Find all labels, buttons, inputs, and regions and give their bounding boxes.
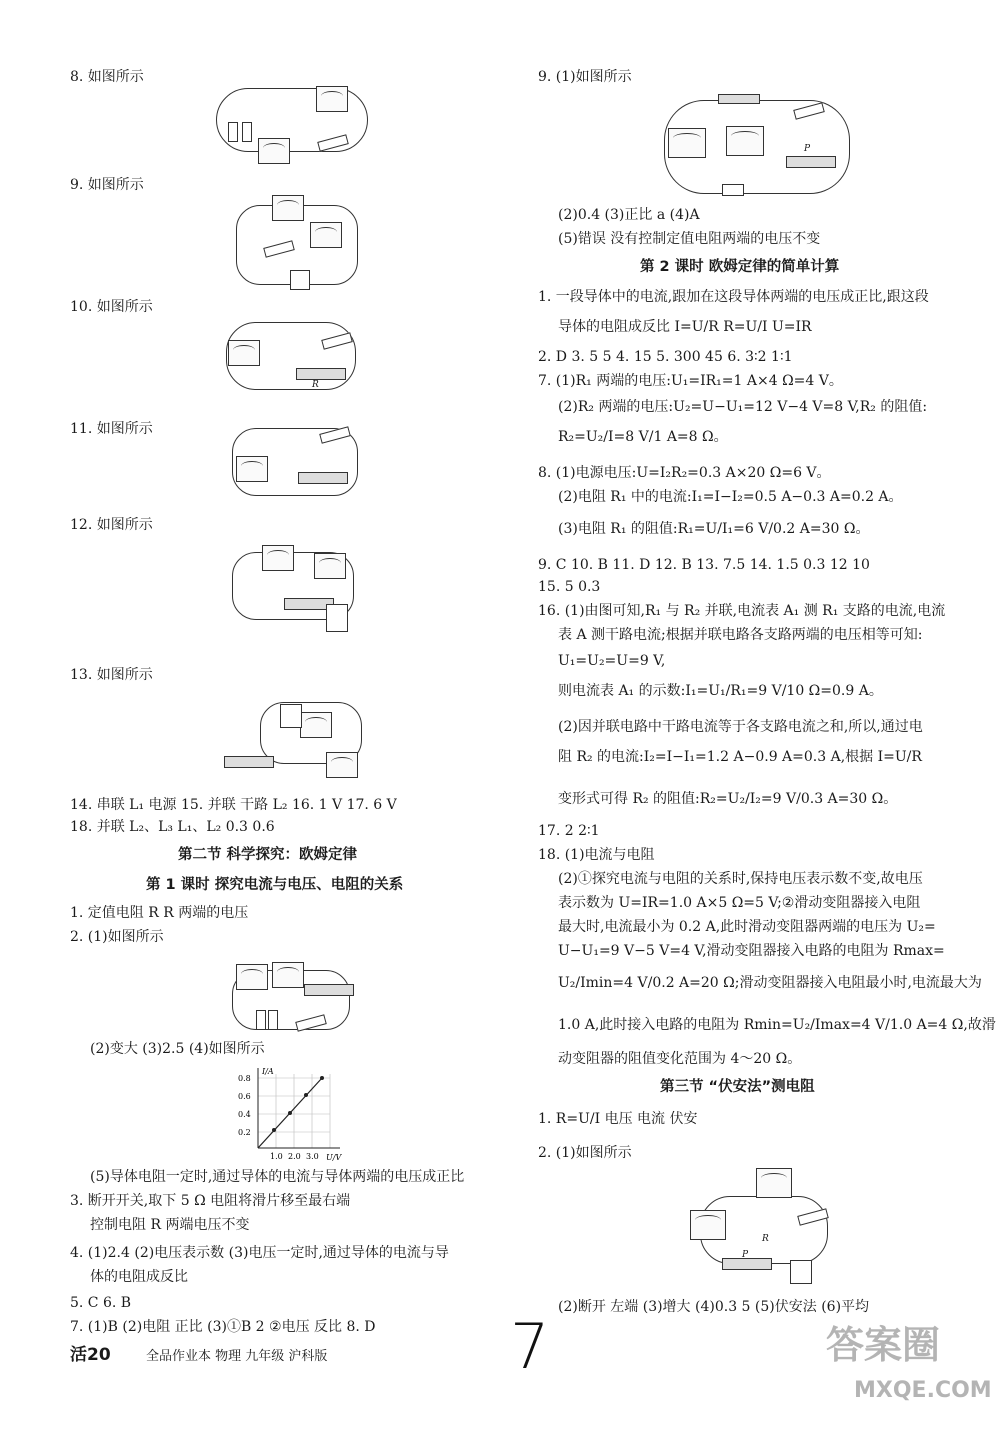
lesson-title: 第 2 课时 欧姆定律的简单计算: [640, 259, 840, 275]
q11-line: 11. 如图所示: [70, 421, 153, 437]
q10-line: 10. 如图所示: [70, 299, 153, 315]
lesson-title: 第 1 课时 探究电流与电压、电阻的关系: [146, 877, 404, 893]
q9-line: 9. 如图所示: [70, 177, 144, 193]
ammeter-icon: [272, 195, 304, 221]
watermark-logo: [826, 1322, 992, 1422]
rheostat-icon: [304, 984, 354, 996]
rheostat-icon: [298, 472, 348, 484]
answer-line: 1. R=U/I 电压 电流 伏安: [538, 1111, 698, 1127]
answer-line: 3. 断开开关,取下 5 Ω 电阻将滑片移至最右端: [70, 1193, 351, 1209]
q13-line: 13. 如图所示: [70, 667, 153, 683]
answer-line: (3)电阻 R₁ 的阻值:R₁=U/I₁=6 V/0.2 A=30 Ω。: [558, 521, 870, 537]
ammeter-icon: [236, 964, 268, 990]
battery-icon: [326, 604, 348, 632]
answer-line: 18. (1)电流与电阻: [538, 847, 655, 863]
iu-graph-svg: [236, 1066, 348, 1162]
answer-line: 7. (1)R₁ 两端的电压:U₁=IR₁=1 A×4 Ω=4 V。: [538, 373, 843, 389]
battery-icon: [722, 184, 744, 196]
voltmeter-icon: [262, 545, 294, 571]
battery-icon: [242, 122, 252, 142]
answer-line: 1. 一段导体中的电流,跟加在这段导体两端的电压成正比,跟这段: [538, 289, 929, 305]
answer-line: 8. (1)电源电压:U=I₂R₂=0.3 A×20 Ω=6 V。: [538, 465, 831, 481]
rheostat-icon: [786, 156, 836, 168]
iu-graph: [236, 1066, 348, 1162]
answer-18: 18. 并联 L₂、L₃ L₁、L₂ 0.3 0.6: [70, 819, 275, 835]
answer-line: 7. (1)B (2)电阻 正比 (3)①B 2 ②电压 反比 8. D: [70, 1319, 376, 1335]
watermark-url: MXQE.COM: [854, 1378, 992, 1403]
answer-line: 变形式可得 R₂ 的阻值:R₂=U₂/I₂=9 V/0.3 A=30 Ω。: [558, 791, 898, 807]
answer-line: 动变阻器的阻值变化范围为 4～20 Ω。: [558, 1051, 802, 1067]
answer-line: 9. (1)如图所示: [538, 69, 632, 85]
answer-line: (2)因并联电路中干路电流等于各支路电流之和,所以,通过电: [558, 719, 923, 735]
rheostat-icon: [296, 368, 346, 380]
graph-ytick: 0.8: [238, 1074, 251, 1083]
data-point: [288, 1111, 292, 1115]
section-title: 第二节 科学探究：欧姆定律: [178, 847, 358, 863]
answer-line: (2)R₂ 两端的电压:U₂=U−U₁=12 V−4 V=8 V,R₂ 的阻值:: [558, 399, 928, 415]
answer-line: (5)导体电阻一定时,通过导体的电流与导体两端的电压成正比: [90, 1169, 465, 1185]
answer-line: 最大时,电流最小为 0.2 A,此时滑动变阻器两端的电压为 U₂=: [558, 919, 936, 935]
voltmeter-icon: [316, 86, 348, 112]
answer-line: U−U₁=9 V−5 V=4 V,滑动变阻器接入电路的电阻为 Rmax=: [558, 943, 945, 959]
ammeter-icon: [300, 712, 332, 738]
voltmeter-icon: [314, 553, 346, 579]
answer-line: 2. D 3. 5 5 4. 15 5. 300 45 6. 3∶2 1∶1: [538, 349, 793, 365]
answers-14-17: 14. 串联 L₁ 电源 15. 并联 干路 L₂ 16. 1 V 17. 6 V: [70, 797, 397, 813]
answer-line: (2)断开 左端 (3)增大 (4)0.3 5 (5)伏安法 (6)平均: [558, 1299, 870, 1315]
graph-ytick: 0.6: [238, 1092, 251, 1101]
graph-ylabel: I/A: [262, 1067, 274, 1076]
graph-ytick: 0.2: [238, 1128, 251, 1137]
answer-line: 15. 5 0.3: [538, 579, 601, 595]
book-title: 全品作业本 物理 九年级 沪科版: [146, 1349, 328, 1364]
answer-line: 体的电阻成反比: [90, 1269, 188, 1285]
battery-icon: [280, 704, 302, 728]
battery-icon: [790, 1260, 812, 1284]
voltmeter-icon: [756, 1168, 792, 1198]
graph-xtick: 2.0: [288, 1152, 301, 1161]
answer-line: U₂/Imin=4 V/0.2 A=20 Ω;滑动变阻器接入电阻最小时,电流最大为: [558, 975, 982, 991]
graph-ytick: 0.4: [238, 1110, 251, 1119]
ammeter-icon: [690, 1210, 726, 1240]
answer-line: (2)电阻 R₁ 中的电流:I₁=I−I₂=0.5 A−0.3 A=0.2 A。: [558, 489, 903, 505]
graph-xtick: 3.0: [306, 1152, 319, 1161]
graph-xlabel: U/V: [326, 1153, 342, 1162]
answer-line: (5)错误 没有控制定值电阻两端的电压不变: [558, 231, 821, 247]
answer-line: 1. 定值电阻 R R 两端的电压: [70, 905, 249, 921]
answer-line: 2. (1)如图所示: [70, 929, 164, 945]
handwritten-mark: 7: [510, 1310, 550, 1383]
ammeter-icon: [228, 340, 260, 366]
battery-icon: [290, 270, 310, 290]
data-point: [304, 1093, 308, 1097]
answer-line: (2)0.4 (3)正比 a (4)A: [558, 207, 700, 223]
answer-line: R₂=U₂/I=8 V/1 A=8 Ω。: [558, 429, 728, 445]
voltmeter-icon: [726, 126, 764, 156]
ammeter-icon: [310, 222, 342, 248]
ammeter-icon: [236, 456, 268, 482]
voltmeter-icon: [258, 138, 290, 164]
answer-line: 则电流表 A₁ 的示数:I₁=U₁/R₁=9 V/10 Ω=0.9 A。: [558, 683, 883, 699]
answer-line: (2)变大 (3)2.5 (4)如图所示: [90, 1041, 265, 1057]
answer-line: U₁=U₂=U=9 V,: [558, 653, 666, 669]
rheostat-icon: [224, 756, 274, 768]
answer-line: 1.0 A,此时接入电路的电阻为 Rmin=U₂/Imax=4 V/1.0 A=4 Ω,故滑: [558, 1017, 996, 1033]
answer-line: 4. (1)2.4 (2)电压表示数 (3)电压一定时,通过导体的电流与导: [70, 1245, 449, 1261]
answer-line: (2)①探究电流与电阻的关系时,保持电压表示数不变,故电压: [558, 871, 923, 887]
answer-line: 表 A 测干路电流;根据并联电路各支路两端的电压相等可知:: [558, 627, 923, 643]
battery-icon: [268, 1010, 278, 1030]
ammeter-icon: [668, 128, 706, 158]
answer-line: 17. 2 2∶1: [538, 823, 600, 839]
battery-icon: [228, 122, 238, 142]
page-label: 活20: [70, 1345, 111, 1365]
battery-icon: [256, 1010, 266, 1030]
answer-line: 2. (1)如图所示: [538, 1145, 632, 1161]
resistor-icon: [718, 94, 760, 104]
data-point: [272, 1128, 276, 1132]
answer-line: 16. (1)由图可知,R₁ 与 R₂ 并联,电流表 A₁ 测 R₁ 支路的电流,电流: [538, 603, 946, 619]
answer-line: 导体的电阻成反比 I=U/R R=U/I U=IR: [558, 319, 812, 335]
answer-line: 5. C 6. B: [70, 1295, 132, 1311]
answer-line: 阻 R₂ 的电流:I₂=I−I₁=1.2 A−0.9 A=0.3 A,根据 I=U/R: [558, 749, 922, 765]
ammeter-icon: [326, 752, 358, 778]
watermark-text: 答案圈: [826, 1323, 941, 1367]
answer-line: 控制电阻 R 两端电压不变: [90, 1217, 250, 1233]
graph-xtick: 1.0: [270, 1152, 283, 1161]
answer-line: 9. C 10. B 11. D 12. B 13. 7.5 14. 1.5 0.3 12 10: [538, 557, 870, 573]
data-point: [320, 1076, 324, 1080]
section-title: 第三节 “伏安法”测电阻: [660, 1079, 815, 1095]
voltmeter-icon: [272, 962, 304, 988]
answer-line: 表示数为 U=IR=1.0 A×5 Ω=5 V;②滑动变阻器接入电阻: [558, 895, 921, 911]
q12-line: 12. 如图所示: [70, 517, 153, 533]
q8-line: 8. 如图所示: [70, 69, 144, 85]
